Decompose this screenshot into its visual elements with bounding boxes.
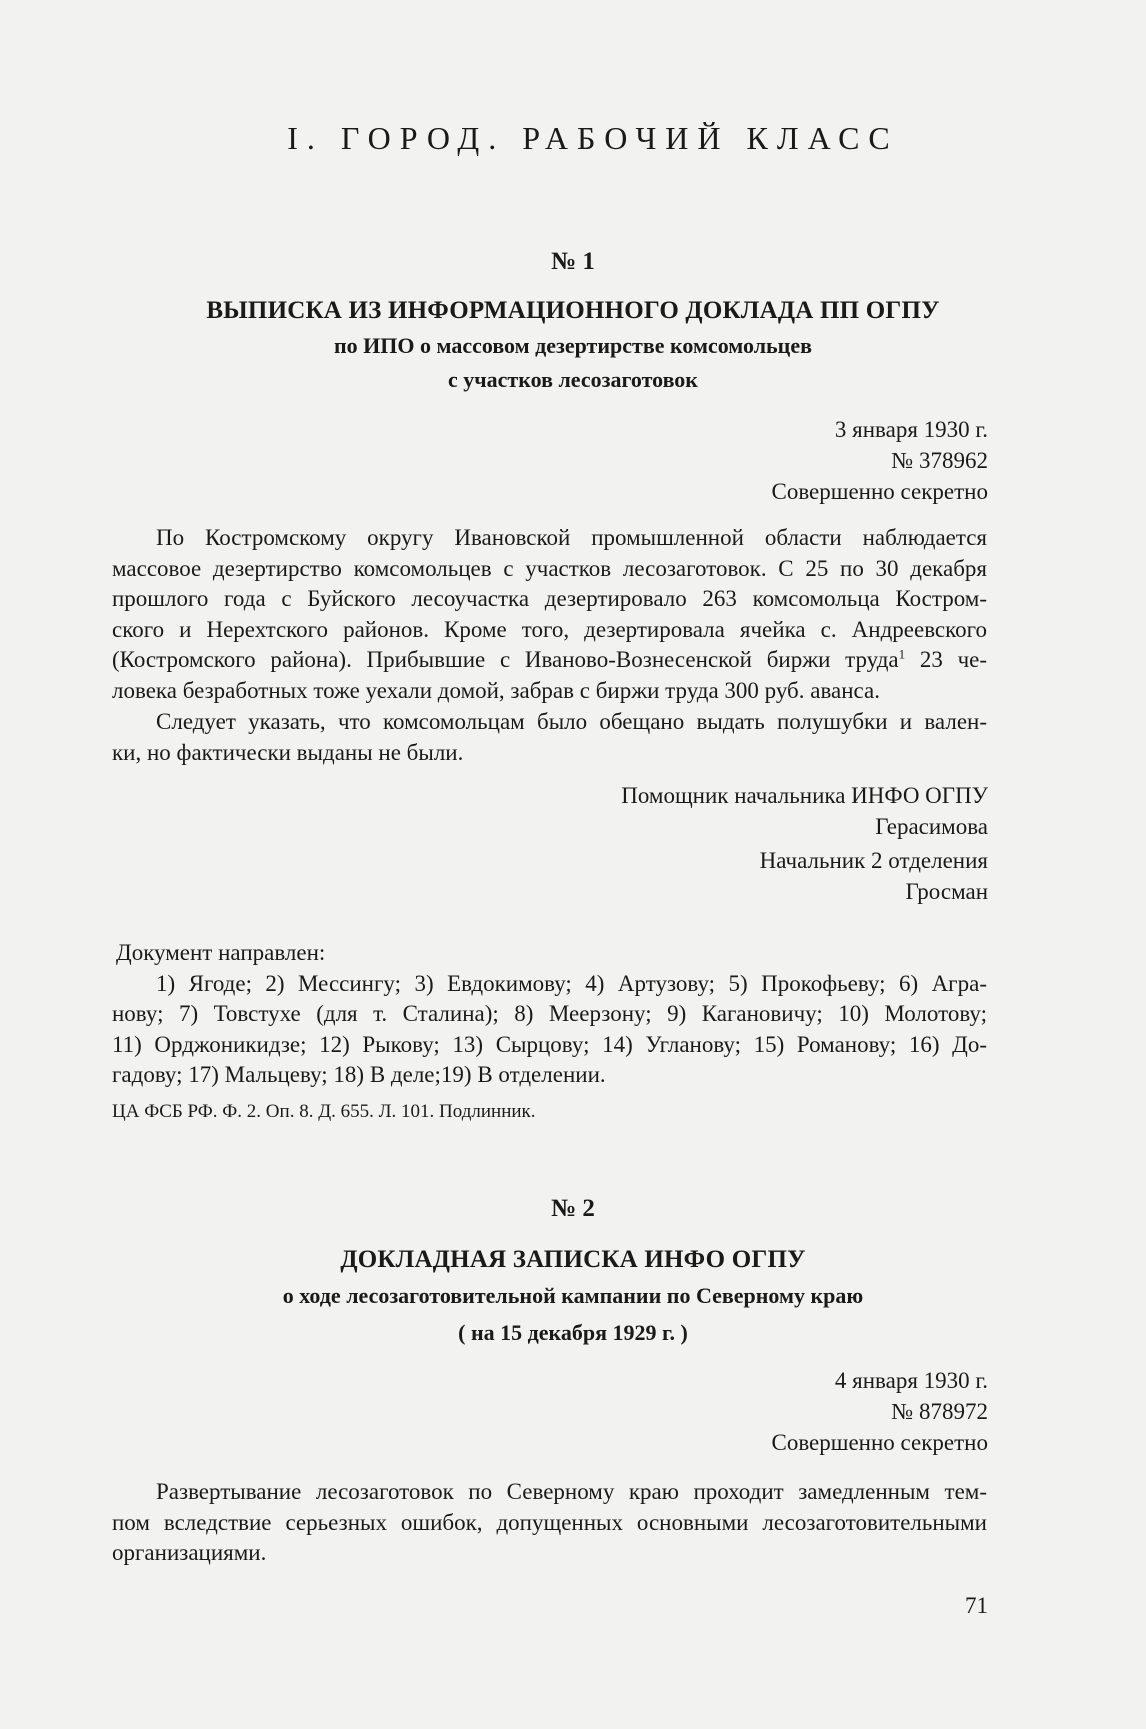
footnote-marker: 1 [898, 646, 906, 662]
doc1-p1-line-5 [112, 645, 987, 676]
sent-line-3: 11) Орджоникидзе; 12) Рыкову; 13) Сырцову; 14) Угланову; 15) Романову; 16) До- [112, 1031, 987, 1057]
doc1-p1-line-1: По Костромскому округу Ивановской промышленной области наблюдается [156, 525, 987, 550]
doc2-subtitle-1: о ходе лесозаготовительной кампании по Северному краю [282, 1283, 864, 1308]
doc1-p2-line-2: ки, но фактически выданы не были. [112, 739, 464, 765]
doc1-subtitle-1: по ИПО о массовом дезертирстве комсомольцев [333, 333, 812, 358]
doc1-paragraph-1 [112, 523, 987, 706]
sent-line-1: 1) Ягоде; 2) Мессингу; 3) Евдокимову; 4) Артузову; 5) Прокофьеву; 6) Агра- [156, 970, 987, 996]
doc2-number: № 2 [551, 1195, 595, 1222]
section-title: I. ГОРОД. РАБОЧИЙ КЛАСС [287, 120, 899, 156]
doc1-signer-2 [760, 845, 988, 907]
doc1-p1-line-3: прошлого года с Буйского лесоучастка дезертировало 263 комсомольца Костром- [112, 586, 987, 611]
doc2-title: ДОКЛАДНАЯ ЗАПИСКА ИНФО ОГПУ [340, 1246, 806, 1273]
sent-label: Документ направлен: [116, 940, 326, 965]
doc2-p1-line-3: организациями. [112, 1540, 267, 1565]
doc2-classification: Совершенно секретно [771, 1430, 988, 1455]
doc1-date: 3 января 1930 г. [834, 417, 988, 442]
sent-line-4: гадову; 17) Мальцеву; 18) В деле;19) В отделении. [112, 1062, 606, 1087]
doc1-subtitle-2: с участков лесозаготовок [448, 367, 698, 392]
doc1-reg-number: № 378962 [891, 448, 988, 473]
doc1-p1-line-6: ловека безработных тоже уехали домой, забрав с биржи труда 300 руб. аванса. [112, 677, 880, 703]
doc2-subtitle-2: ( на 15 декабря 1929 г. ) [458, 1320, 688, 1345]
doc1-classification: Совершенно секретно [771, 479, 988, 504]
doc1-archive-reference: ЦА ФСБ РФ. Ф. 2. Оп. 8. Д. 655. Л. 101. Подлинник. [112, 1101, 536, 1122]
doc1-p1-line-5-end: 23 че- [905, 647, 988, 672]
doc1-p1-line-5-text: (Костромского района). Прибывшие с Иваново-Вознесенской биржи труда [112, 647, 899, 672]
doc1-p2-line-1: Следует указать, что комсомольцам было обещано выдать полушубки и вален- [156, 709, 987, 734]
doc2-header-meta [771, 1365, 988, 1458]
doc2-reg-number: № 878972 [891, 1399, 988, 1424]
doc2-p1-line-2: пом вследствие серьезных ошибок, допущенных основными лесозаготовительными [112, 1509, 987, 1535]
doc1-signer-1 [621, 780, 988, 842]
doc1-header-meta [771, 414, 988, 507]
signer1-title: Помощник начальника ИНФО ОГПУ [621, 783, 988, 808]
signer1-name: Герасимова [875, 814, 988, 839]
doc2-date: 4 января 1930 г. [834, 1368, 988, 1393]
doc1-p1-line-2: массовое дезертирство комсомольцев с участков лесозаготовок. С 25 по 30 декабря [112, 555, 987, 581]
doc2-p1-line-1: Развертывание лесозаготовок по Северному краю проходит замедленным тем- [156, 1479, 987, 1504]
doc1-distribution [112, 938, 987, 1091]
doc1-p1-line-4: ского и Нерехтского районов. Кроме того, дезертировала ячейка с. Андреевского [112, 616, 987, 642]
signer2-name: Гросман [905, 879, 988, 904]
sent-line-2: нову; 7) Товстухе (для т. Сталина); 8) Меерзону; 9) Кагановичу; 10) Молотову; [112, 1001, 987, 1026]
doc1-paragraph-2 [112, 707, 987, 768]
doc2-paragraph-1 [112, 1477, 987, 1569]
signer2-title: Начальник 2 отделения [759, 848, 988, 873]
page-number: 71 [965, 1593, 988, 1618]
doc1-number: № 1 [551, 248, 595, 275]
doc1-title: ВЫПИСКА ИЗ ИНФОРМАЦИОННОГО ДОКЛАДА ПП ОГПУ [206, 297, 940, 324]
